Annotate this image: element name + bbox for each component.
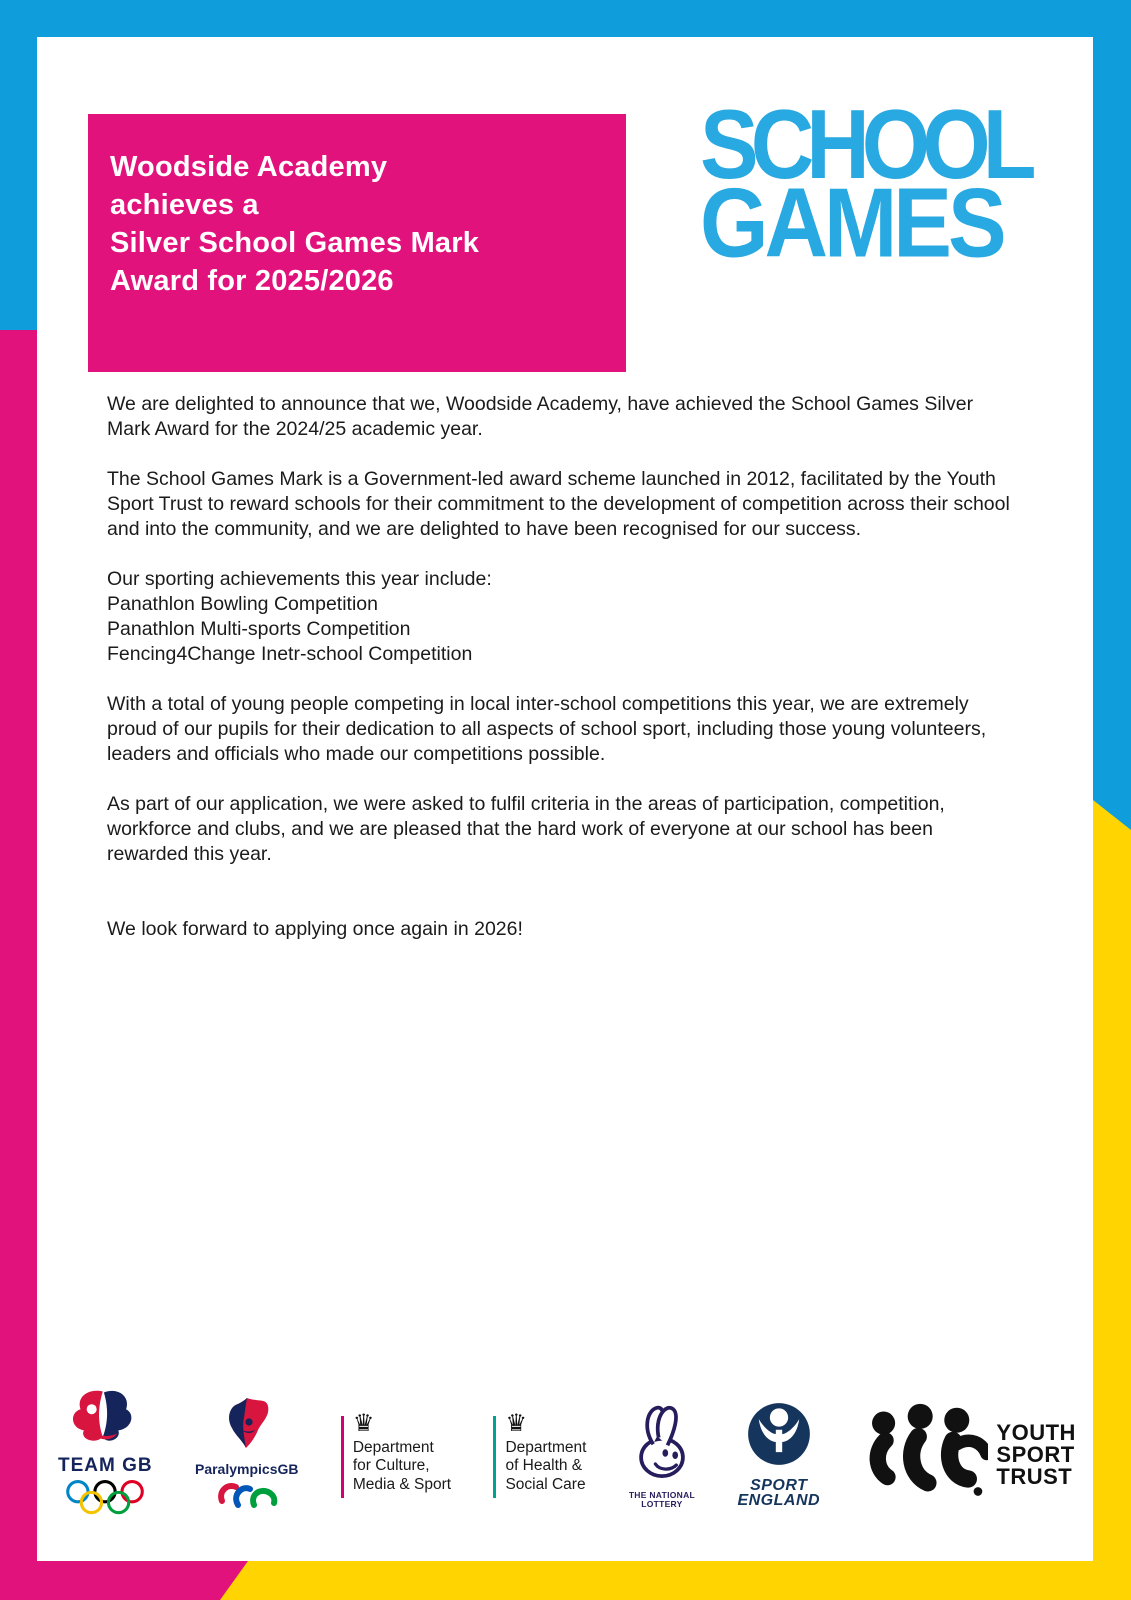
paralympics-lion-icon bbox=[218, 1396, 276, 1457]
team-gb-logo bbox=[58, 1387, 153, 1522]
school-games-logo bbox=[700, 88, 1040, 278]
paragraph-pride: With a total of young people competing in local inter-school competitions this year, we are extremely proud of our pupils for their dedication to all aspects of school sport, including those young volunteers, leaders and officials who made our competitions possible. bbox=[107, 693, 987, 765]
youth-sport-trust-logo bbox=[862, 1400, 1076, 1509]
lottery-line1: THE NATIONAL bbox=[628, 1489, 696, 1500]
frame-right-bar bbox=[1093, 0, 1131, 1600]
sport-england-line1: SPORT bbox=[750, 1477, 808, 1494]
achievements-intro: Our sporting achievements this year include: bbox=[107, 568, 492, 590]
dhsc-bar bbox=[493, 1416, 496, 1498]
dcms-line2: for Culture, bbox=[352, 1457, 430, 1474]
sport-england-logo bbox=[737, 1401, 820, 1508]
paralympics-gb-label: ParalympicsGB bbox=[194, 1460, 299, 1477]
youth-sport-trust-figures-icon bbox=[862, 1400, 988, 1509]
partner-logos-row bbox=[58, 1372, 1076, 1537]
dcms-bar bbox=[341, 1416, 344, 1498]
achievement-item: Panathlon Multi-sports Competition bbox=[107, 618, 411, 640]
title-line-3: Silver School Games Mark bbox=[110, 227, 480, 259]
agitos-icon bbox=[214, 1479, 280, 1514]
title-line-2: achieves a bbox=[110, 189, 259, 221]
team-gb-label: TEAM GB bbox=[58, 1455, 153, 1476]
paragraph-scheme: The School Games Mark is a Government-led award scheme launched in 2012, facilitated by the Youth Sport Trust to reward schools for their commitment to the development of competition across their school and into the community, and we are delighted to have been recognised for our success. bbox=[107, 468, 1010, 540]
paragraph-announcement: We are delighted to announce that we, Woodside Academy, have achieved the School Games Silver Mark Award for the 2024/25 academic year. bbox=[107, 393, 974, 440]
crown-icon: ♛ bbox=[352, 1409, 375, 1437]
school-games-logo-line1: SCHOOL bbox=[700, 88, 1029, 200]
crossed-fingers-icon bbox=[629, 1400, 695, 1489]
page-title bbox=[88, 114, 626, 300]
frame-left-bar bbox=[0, 0, 37, 1600]
achievements-block bbox=[107, 567, 1012, 667]
dcms-line1: Department bbox=[352, 1438, 434, 1456]
sport-england-icon bbox=[746, 1401, 812, 1472]
sport-england-line2: ENGLAND bbox=[737, 1492, 821, 1509]
dcms-line3: Media & Sport bbox=[352, 1475, 452, 1493]
dhsc-text bbox=[505, 1439, 586, 1495]
paragraph-closing: We look forward to applying once again in 2026! bbox=[107, 918, 523, 940]
dcms-text bbox=[353, 1439, 451, 1495]
olympic-rings-icon bbox=[59, 1479, 151, 1522]
yst-line2: SPORT bbox=[996, 1441, 1075, 1467]
achievement-item: Panathlon Bowling Competition bbox=[107, 593, 379, 615]
dhsc-line3: Social Care bbox=[505, 1475, 586, 1493]
yst-line1: YOUTH bbox=[996, 1419, 1076, 1445]
body-copy bbox=[107, 392, 1012, 967]
frame-top-bar bbox=[0, 0, 1131, 37]
dhsc-line1: Department bbox=[505, 1438, 587, 1456]
paralympics-gb-logo bbox=[195, 1396, 299, 1514]
yst-line3: TRUST bbox=[996, 1463, 1073, 1489]
dhsc-line2: of Health & bbox=[505, 1457, 583, 1474]
title-line-1: Woodside Academy bbox=[110, 151, 388, 183]
title-line-4: Award for 2025/2026 bbox=[110, 265, 394, 297]
headline-box bbox=[88, 114, 626, 372]
school-games-logo-line2: GAMES bbox=[700, 166, 1003, 278]
crown-icon: ♛ bbox=[505, 1409, 527, 1437]
lottery-line2: LOTTERY bbox=[641, 1499, 683, 1509]
frame-bottom-bar bbox=[0, 1561, 1131, 1600]
sport-england-label bbox=[737, 1478, 820, 1508]
national-lottery-label bbox=[629, 1491, 695, 1510]
paragraph-criteria: As part of our application, we were asked to fulfil criteria in the areas of participation, competition, workforce and clubs, and we are pleased that the hard work of everyone at our school has been rewarded this year. bbox=[107, 793, 945, 865]
dcms-logo bbox=[341, 1409, 452, 1498]
dhsc-logo bbox=[493, 1409, 587, 1498]
team-gb-lion-icon bbox=[66, 1387, 144, 1452]
national-lottery-logo bbox=[629, 1400, 695, 1510]
youth-sport-trust-label bbox=[996, 1419, 1076, 1489]
achievement-item: Fencing4Change Inetr-school Competition bbox=[107, 643, 473, 665]
